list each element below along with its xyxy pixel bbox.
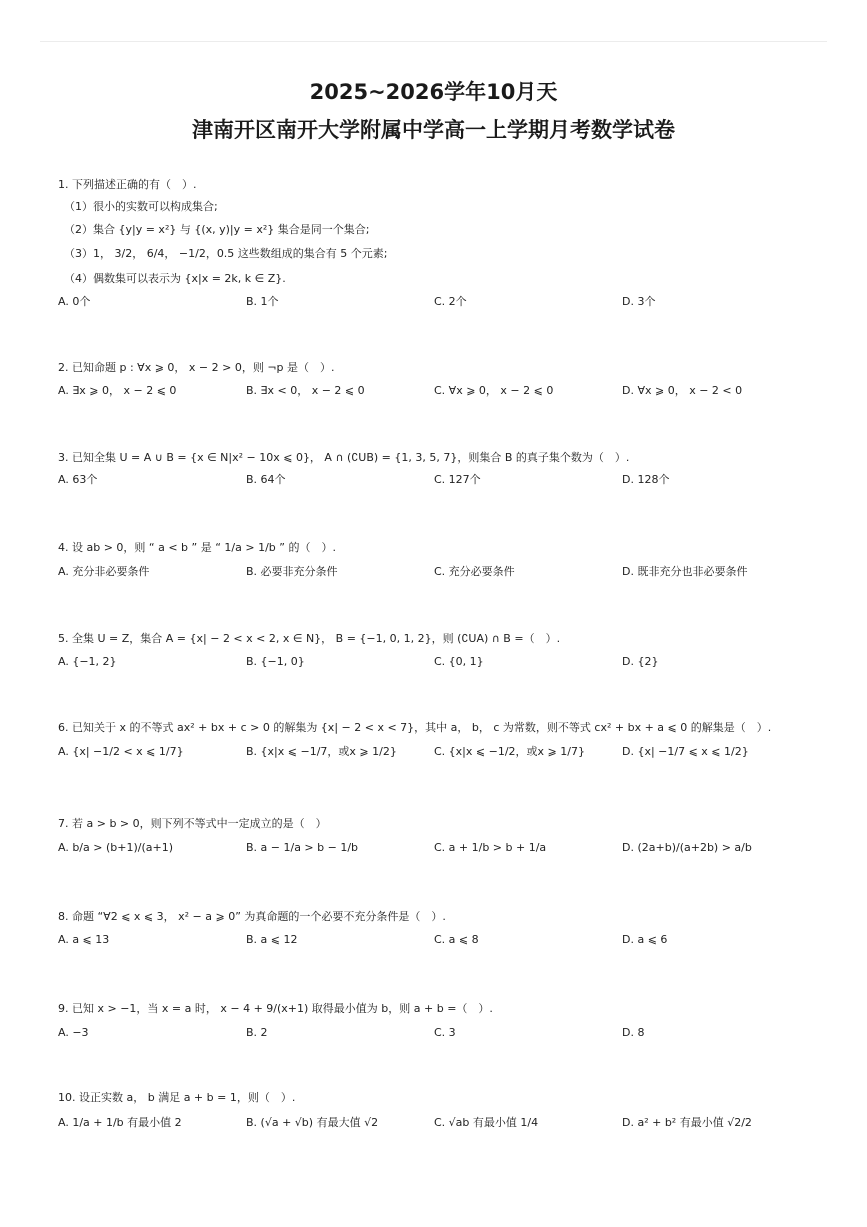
page-title-line-1: 2025~2026学年10月天: [309, 80, 558, 104]
option-c[interactable]: C. ∀x ⩾ 0， x − 2 ⩽ 0: [434, 384, 554, 397]
statement-2: （2）集合 {y|y = x²} 与 {(x, y)|y = x²} 集合是同一个集合;: [64, 223, 370, 236]
option-d[interactable]: D. 3个: [622, 295, 656, 308]
option-a[interactable]: A. −3: [58, 1026, 89, 1039]
option-a[interactable]: A. 充分非必要条件: [58, 565, 150, 578]
question-stem: 2. 已知命题 p : ∀x ⩾ 0， x − 2 > 0，则 ¬p 是（ ）.: [58, 361, 335, 374]
option-b[interactable]: B. a ⩽ 12: [246, 933, 298, 946]
statement-1: （1）很小的实数可以构成集合;: [64, 200, 218, 213]
option-a[interactable]: A. ∃x ⩾ 0， x − 2 ⩽ 0: [58, 384, 177, 397]
option-a[interactable]: A. 63个: [58, 473, 98, 486]
question-stem: 6. 已知关于 x 的不等式 ax² + bx + c > 0 的解集为 {x| − 2 < x < 7}，其中 a， b， c 为常数，则不等式 cx² + bx + a ⩽ 0 的解集是（ ）.: [58, 721, 772, 734]
question-stem: 10. 设正实数 a， b 满足 a + b = 1，则（ ）.: [58, 1091, 296, 1104]
option-c[interactable]: C. {0, 1}: [434, 655, 484, 668]
option-c[interactable]: C. a + 1/b > b + 1/a: [434, 841, 547, 854]
question-stem: 1. 下列描述正确的有（ ）.: [58, 178, 197, 191]
option-a[interactable]: A. b/a > (b+1)/(a+1): [58, 841, 173, 854]
option-b[interactable]: B. ∃x < 0， x − 2 ⩽ 0: [246, 384, 365, 397]
option-c[interactable]: C. 充分必要条件: [434, 565, 515, 578]
question-stem: 7. 若 a > b > 0，则下列不等式中一定成立的是（ ）: [58, 817, 327, 830]
option-d[interactable]: D. a ⩽ 6: [622, 933, 668, 946]
option-a[interactable]: A. a ⩽ 13: [58, 933, 110, 946]
option-b[interactable]: B. (√a + √b) 有最大值 √2: [246, 1116, 379, 1129]
question-stem: 8. 命题 “∀2 ⩽ x ⩽ 3， x² − a ⩾ 0” 为真命题的一个必要不充分条件是（ ）.: [58, 910, 446, 923]
option-a[interactable]: A. 0个: [58, 295, 91, 308]
option-c[interactable]: C. 3: [434, 1026, 456, 1039]
option-c[interactable]: C. √ab 有最小值 1/4: [434, 1116, 539, 1129]
option-b[interactable]: B. {x|x ⩽ −1/7，或x ⩾ 1/2}: [246, 745, 397, 758]
option-c[interactable]: C. a ⩽ 8: [434, 933, 479, 946]
option-b[interactable]: B. 64个: [246, 473, 286, 486]
option-b[interactable]: B. a − 1/a > b − 1/b: [246, 841, 359, 854]
question-stem: 9. 已知 x > −1，当 x = a 时， x − 4 + 9/(x+1) 取得最小值为 b，则 a + b =（ ）.: [58, 1002, 493, 1015]
question-stem: 3. 已知全集 U = A ∪ B = {x ∈ N|x² − 10x ⩽ 0}， A ∩ (∁UB) = {1, 3, 5, 7}，则集合 B 的真子集个数为（ ）.: [58, 451, 630, 464]
option-d[interactable]: D. 既非充分也非必要条件: [622, 565, 748, 578]
option-b[interactable]: B. 2: [246, 1026, 268, 1039]
option-c[interactable]: C. {x|x ⩽ −1/2，或x ⩾ 1/7}: [434, 745, 585, 758]
option-a[interactable]: A. {−1, 2}: [58, 655, 117, 668]
option-b[interactable]: B. 必要非充分条件: [246, 565, 338, 578]
page-title-line-2: 津南开区南开大学附属中学高一上学期月考数学试卷: [192, 118, 675, 142]
option-b[interactable]: B. 1个: [246, 295, 279, 308]
option-d[interactable]: D. (2a+b)/(a+2b) > a/b: [622, 841, 752, 854]
question-stem: 5. 全集 U = Z，集合 A = {x| − 2 < x < 2, x ∈ N}， B = {−1, 0, 1, 2}，则 (∁UA) ∩ B =（ ）.: [58, 632, 561, 645]
option-a[interactable]: A. 1/a + 1/b 有最小值 2: [58, 1116, 182, 1129]
option-c[interactable]: C. 2个: [434, 295, 467, 308]
option-d[interactable]: D. 8: [622, 1026, 645, 1039]
option-d[interactable]: D. {x| −1/7 ⩽ x ⩽ 1/2}: [622, 745, 749, 758]
statement-4: （4）偶数集可以表示为 {x|x = 2k, k ∈ Z}.: [64, 272, 286, 285]
question-stem: 4. 设 ab > 0，则 “ a < b ” 是 “ 1/a > 1/b ” 的（ ）.: [58, 541, 336, 554]
page-top-divider: [40, 41, 827, 42]
option-d[interactable]: D. a² + b² 有最小值 √2/2: [622, 1116, 752, 1129]
option-a[interactable]: A. {x| −1/2 < x ⩽ 1/7}: [58, 745, 184, 758]
option-d[interactable]: D. 128个: [622, 473, 670, 486]
statement-3: （3）1， 3/2， 6/4， −1/2，0.5 这些数组成的集合有 5 个元素;: [64, 247, 388, 260]
option-d[interactable]: D. {2}: [622, 655, 659, 668]
option-b[interactable]: B. {−1, 0}: [246, 655, 305, 668]
option-d[interactable]: D. ∀x ⩾ 0， x − 2 < 0: [622, 384, 743, 397]
option-c[interactable]: C. 127个: [434, 473, 481, 486]
